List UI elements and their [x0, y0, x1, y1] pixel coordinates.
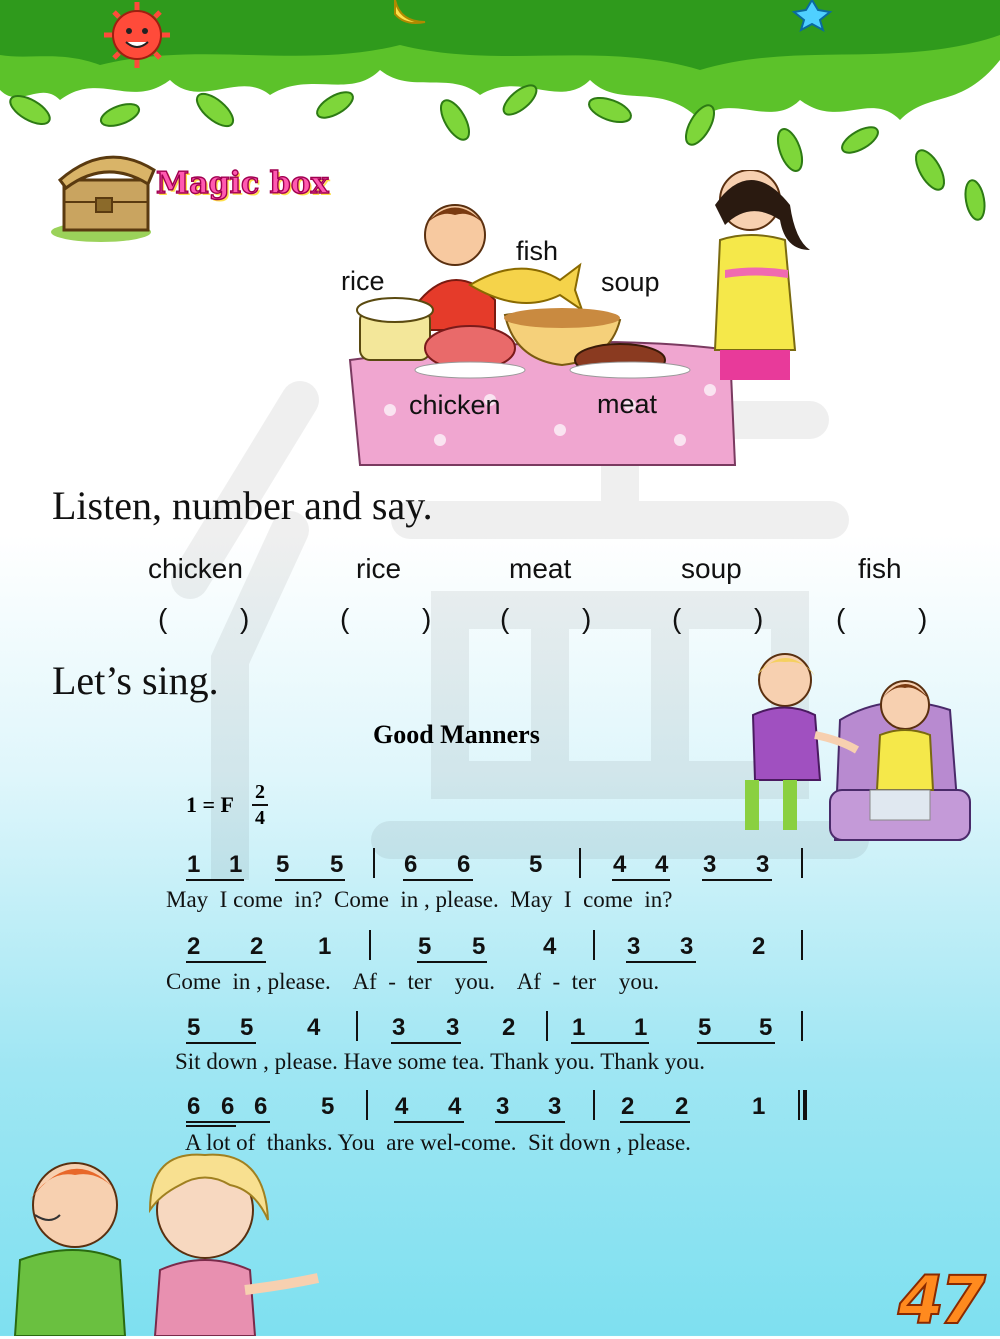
note-underline — [612, 879, 670, 881]
note: 6 — [254, 1093, 268, 1120]
song-title: Good Manners — [373, 720, 540, 749]
note: 2 — [621, 1093, 635, 1120]
note: 2 — [502, 1014, 516, 1041]
children-sofa-illustration — [725, 640, 1000, 855]
note-underline — [186, 961, 266, 963]
note-underline — [391, 1042, 461, 1044]
note: 1 — [318, 933, 332, 960]
note: 1 — [229, 851, 243, 878]
note: 1 — [752, 1093, 766, 1120]
bar-line — [593, 1090, 595, 1120]
answer-open-paren: ( — [340, 603, 350, 634]
key-signature: 1 = F — [186, 792, 234, 817]
note: 3 — [680, 933, 694, 960]
answer-open-paren: ( — [836, 603, 846, 634]
note: 3 — [627, 933, 641, 960]
note: 6 — [457, 851, 471, 878]
food-label-rice: rice — [341, 266, 385, 296]
word-chicken: chicken — [148, 553, 243, 584]
word-meat: meat — [509, 553, 572, 584]
note: 1 — [634, 1014, 648, 1041]
note-underline — [417, 961, 487, 963]
note: 3 — [756, 851, 770, 878]
note: 4 — [543, 933, 557, 960]
note: 4 — [655, 851, 669, 878]
lyric-line: Sit down , please. Have some tea. Thank you. Thank you. — [175, 1049, 705, 1074]
bar-line — [801, 1011, 803, 1041]
answer-open-paren: ( — [500, 603, 510, 634]
answer-close-paren: ) — [422, 603, 432, 634]
note-underline — [186, 1121, 270, 1123]
note: 2 — [752, 933, 766, 960]
note: 3 — [446, 1014, 460, 1041]
bar-line — [366, 1090, 368, 1120]
bar-line — [801, 930, 803, 960]
answer-close-paren: ) — [240, 603, 250, 634]
note-underline — [626, 961, 696, 963]
note: 5 — [472, 933, 486, 960]
note-underline — [620, 1121, 690, 1123]
food-label-chicken: chicken — [409, 390, 501, 420]
note-underline — [702, 879, 772, 881]
lyric-line: Come in , please. Af - ter you. Af - ter you. — [166, 969, 660, 994]
note: 2 — [187, 933, 201, 960]
page-number: 47 — [898, 1262, 982, 1339]
word-rice: rice — [356, 553, 402, 584]
answer-open-paren: ( — [672, 603, 682, 634]
note-underline — [495, 1121, 565, 1123]
note: 5 — [321, 1093, 335, 1120]
word-soup: soup — [681, 553, 742, 584]
note: 2 — [250, 933, 264, 960]
two-girls-illustration — [0, 1150, 330, 1336]
note: 5 — [529, 851, 543, 878]
note-underline — [403, 879, 473, 881]
listen-heading: Listen, number and say. — [52, 483, 433, 528]
note: 3 — [496, 1093, 510, 1120]
final-bar-line-thick — [803, 1090, 807, 1120]
bar-line — [593, 930, 595, 960]
note: 5 — [698, 1014, 712, 1041]
note: 4 — [395, 1093, 409, 1120]
note: 5 — [418, 933, 432, 960]
note: 5 — [276, 851, 290, 878]
word-fish: fish — [858, 553, 902, 584]
answer-close-paren: ) — [754, 603, 764, 634]
note-underline — [186, 1042, 256, 1044]
bar-line — [546, 1011, 548, 1041]
note: 1 — [572, 1014, 586, 1041]
food-label-fish: fish — [516, 236, 559, 266]
answer-close-paren: ) — [582, 603, 592, 634]
lyric-line: May I come in? Come in , please. May I come in? — [166, 887, 673, 912]
time-signature-bottom: 4 — [255, 807, 265, 829]
note-underline — [697, 1042, 775, 1044]
note-underline — [571, 1042, 649, 1044]
note: 4 — [448, 1093, 462, 1120]
bar-line — [579, 848, 581, 878]
time-signature-top: 2 — [255, 781, 265, 803]
time-signature — [252, 780, 268, 830]
note: 2 — [675, 1093, 689, 1120]
note: 5 — [187, 1014, 201, 1041]
note: 5 — [759, 1014, 773, 1041]
food-label-soup: soup — [601, 267, 660, 297]
note: 6 — [404, 851, 418, 878]
note: 4 — [613, 851, 627, 878]
answer-open-paren: ( — [158, 603, 168, 634]
magic-box-title: Magic box — [156, 166, 329, 201]
bar-line — [369, 930, 371, 960]
note: 5 — [330, 851, 344, 878]
bar-line — [801, 848, 803, 878]
answer-close-paren: ) — [918, 603, 928, 634]
note: 3 — [392, 1014, 406, 1041]
note-underline — [394, 1121, 464, 1123]
lyric-line: A lot of thanks. You are wel-come. Sit down , please. — [185, 1130, 691, 1155]
note: 1 — [187, 851, 201, 878]
note: 5 — [240, 1014, 254, 1041]
note: 3 — [548, 1093, 562, 1120]
family-dinner-illustration — [330, 170, 850, 470]
note: 6 — [187, 1093, 201, 1120]
note-underline — [186, 879, 244, 881]
bar-line — [373, 848, 375, 878]
note: 6 — [221, 1093, 235, 1120]
note: 3 — [703, 851, 717, 878]
bar-line — [356, 1011, 358, 1041]
sing-heading: Let’s sing. — [52, 658, 219, 703]
final-bar-line-thin — [798, 1090, 800, 1120]
food-label-meat: meat — [597, 389, 658, 419]
note: 4 — [307, 1014, 321, 1041]
note-double-underline — [186, 1125, 236, 1127]
note-underline — [275, 879, 345, 881]
